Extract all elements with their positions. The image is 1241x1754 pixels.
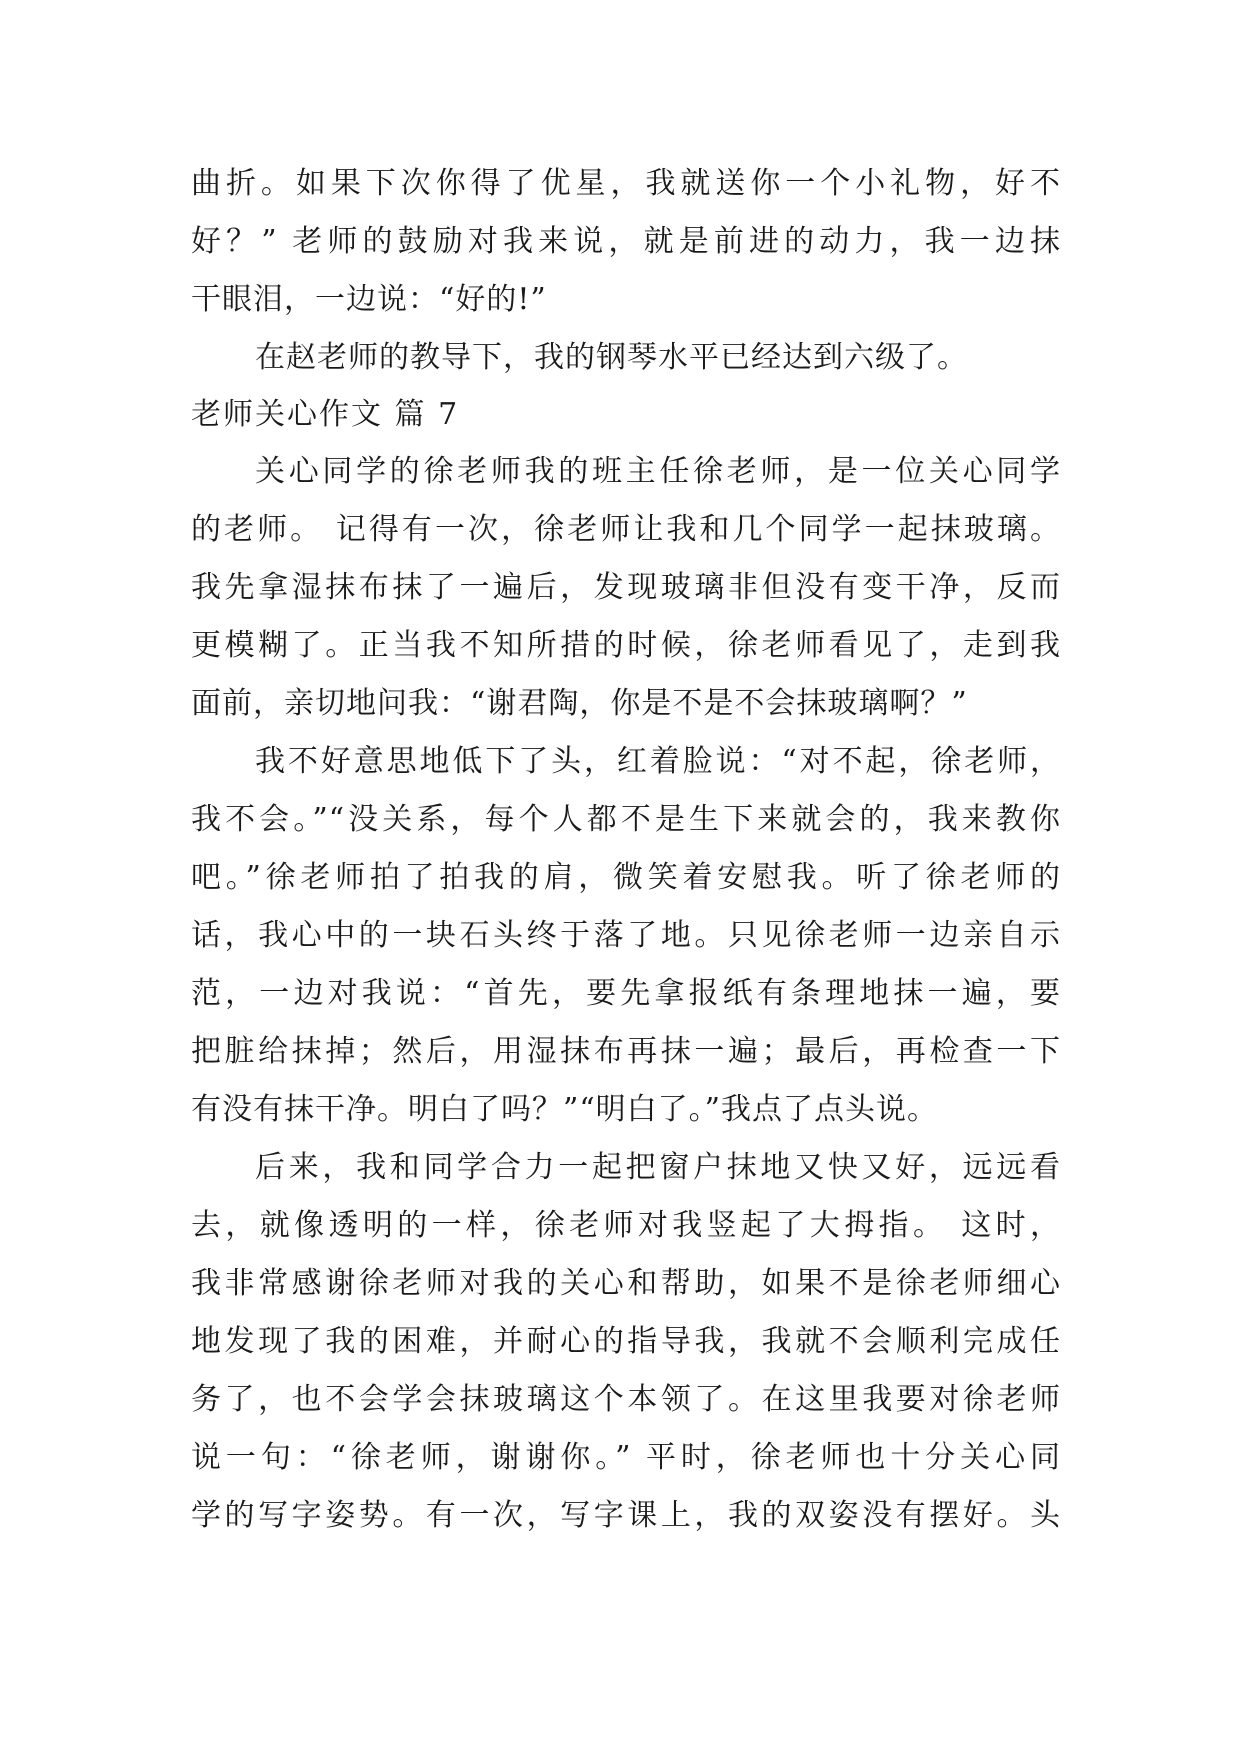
- text-line: 去，就像透明的一样，徐老师对我竖起了大拇指。 这时，: [191, 1208, 1061, 1243]
- text-line: 说一句：“徐老师，谢谢你。” 平时，徐老师也十分关心同: [191, 1440, 1061, 1475]
- text-line: 吧。”徐老师拍了拍我的肩，微笑着安慰我。听了徐老师的: [191, 860, 1061, 895]
- text-line: 的老师。 记得有一次，徐老师让我和几个同学一起抹玻璃。: [191, 512, 1061, 547]
- text-line: 地发现了我的困难，并耐心的指导我，我就不会顺利完成任: [191, 1324, 1061, 1359]
- text-line: 我非常感谢徐老师对我的关心和帮助，如果不是徐老师细心: [191, 1266, 1061, 1301]
- text-line: 话，我心中的一块石头终于落了地。只见徐老师一边亲自示: [191, 918, 1061, 953]
- paragraph-first-line: 我不好意思地低下了头，红着脸说：“对不起，徐老师，: [255, 744, 1061, 779]
- text-line: 范，一边对我说：“首先，要先拿报纸有条理地抹一遍，要: [191, 976, 1061, 1011]
- text-line: 干眼泪，一边说：“好的!”: [191, 282, 547, 317]
- text-line: 务了，也不会学会抹玻璃这个本领了。在这里我要对徐老师: [191, 1382, 1061, 1417]
- paragraph-first-line: 在赵老师的教导下，我的钢琴水平已经达到六级了。: [255, 340, 968, 375]
- text-line: 好？” 老师的鼓励对我来说，就是前进的动力，我一边抹: [191, 224, 1061, 259]
- text-line: 把脏给抹掉；然后，用湿抹布再抹一遍；最后，再检查一下: [191, 1034, 1061, 1069]
- text-line: 有没有抹干净。明白了吗？”“明白了。”我点了点头说。: [191, 1092, 939, 1127]
- text-line: 学的写字姿势。有一次，写字课上，我的双姿没有摆好。头: [191, 1498, 1061, 1533]
- paragraph-first-line: 后来，我和同学合力一起把窗户抹地又快又好，远远看: [255, 1150, 1061, 1185]
- text-line: 我先拿湿抹布抹了一遍后，发现玻璃非但没有变干净，反而: [191, 570, 1061, 605]
- section-heading: 老师关心作文 篇 7: [191, 397, 460, 432]
- text-line: 面前，亲切地问我：“谢君陶，你是不是不会抹玻璃啊？”: [191, 686, 968, 721]
- text-line: 曲折。如果下次你得了优星，我就送你一个小礼物，好不: [191, 166, 1061, 201]
- essay-body: [191, 155, 1061, 1545]
- text-line: 我不会。”“没关系，每个人都不是生下来就会的，我来教你: [191, 802, 1061, 837]
- text-line: 更模糊了。正当我不知所措的时候，徐老师看见了，走到我: [191, 628, 1061, 663]
- paragraph-first-line: 关心同学的徐老师我的班主任徐老师，是一位关心同学: [255, 454, 1061, 489]
